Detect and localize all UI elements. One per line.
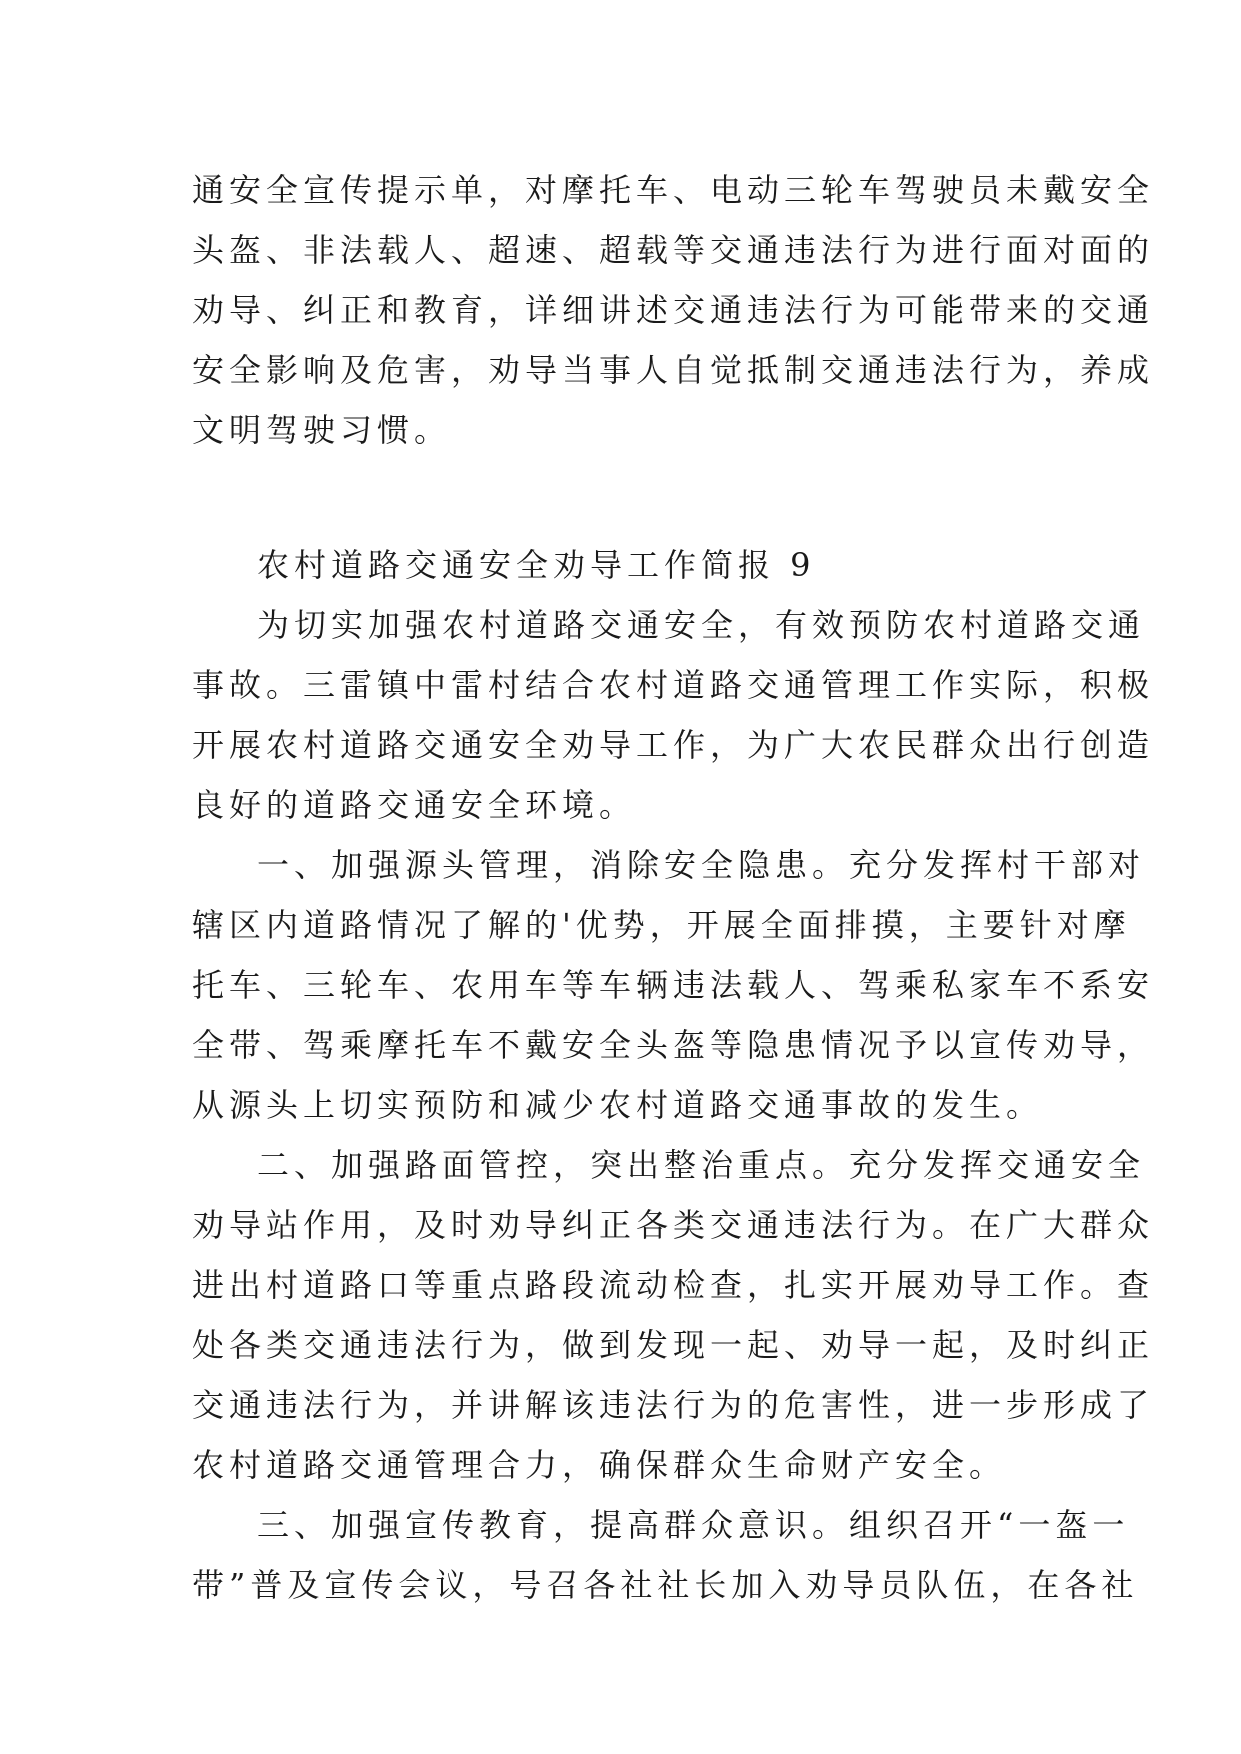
text-line: 三、加强宣传教育，提高群众意识。组织召开“一盔一 bbox=[257, 1506, 1130, 1544]
section-title: 农村道路交通安全劝导工作简报 9 bbox=[257, 546, 816, 584]
text-line: 开展农村道路交通安全劝导工作，为广大农民群众出行创造 bbox=[192, 726, 1155, 764]
point-2-paragraph bbox=[192, 1135, 1155, 1495]
text-line: 事故。三雷镇中雷村结合农村道路交通管理工作实际，积极 bbox=[192, 666, 1155, 704]
text-line: 处各类交通违法行为，做到发现一起、劝导一起，及时纠正 bbox=[192, 1326, 1155, 1364]
point-1-paragraph bbox=[192, 835, 1155, 1135]
text-line: 安全影响及危害，劝导当事人自觉抵制交通违法行为，养成 bbox=[192, 351, 1155, 389]
text-line: 劝导、纠正和教育，详细讲述交通违法行为可能带来的交通 bbox=[192, 291, 1155, 329]
text-line: 交通违法行为，并讲解该违法行为的危害性，进一步形成了 bbox=[192, 1386, 1155, 1424]
text-line: 一、加强源头管理，消除安全隐患。充分发挥村干部对 bbox=[257, 846, 1146, 884]
text-line: 全带、驾乘摩托车不戴安全头盔等隐患情况予以宣传劝导， bbox=[192, 1026, 1155, 1064]
point-3-paragraph bbox=[192, 1495, 1139, 1615]
text-line: 从源头上切实预防和减少农村道路交通事故的发生。 bbox=[192, 1086, 1044, 1124]
text-line: 头盔、非法载人、超速、超载等交通违法行为进行面对面的 bbox=[192, 231, 1155, 269]
text-line: 二、加强路面管控，突出整治重点。充分发挥交通安全 bbox=[257, 1146, 1146, 1184]
text-line: 良好的道路交通安全环境。 bbox=[192, 786, 637, 824]
continued-paragraph bbox=[192, 160, 1155, 460]
text-line: 农村道路交通管理合力，确保群众生命财产安全。 bbox=[192, 1446, 1007, 1484]
section-gap bbox=[192, 460, 1052, 535]
text-line: 辖区内道路情况了解的'优势，开展全面排摸，主要针对摩 bbox=[192, 906, 1131, 944]
text-line: 劝导站作用，及时劝导纠正各类交通违法行为。在广大群众 bbox=[192, 1206, 1155, 1244]
text-line: 托车、三轮车、农用车等车辆违法载人、驾乘私家车不系安 bbox=[192, 966, 1155, 1004]
text-line: 带”普及宣传会议，号召各社社长加入劝导员队伍，在各社 bbox=[192, 1566, 1139, 1604]
text-line: 文明驾驶习惯。 bbox=[192, 411, 452, 449]
text-line: 进出村道路口等重点路段流动检查，扎实开展劝导工作。查 bbox=[192, 1266, 1155, 1304]
intro-paragraph bbox=[192, 595, 1155, 835]
document-body bbox=[192, 160, 1155, 1615]
text-line: 通安全宣传提示单，对摩托车、电动三轮车驾驶员未戴安全 bbox=[192, 171, 1155, 209]
text-line: 为切实加强农村道路交通安全，有效预防农村道路交通 bbox=[257, 606, 1146, 644]
